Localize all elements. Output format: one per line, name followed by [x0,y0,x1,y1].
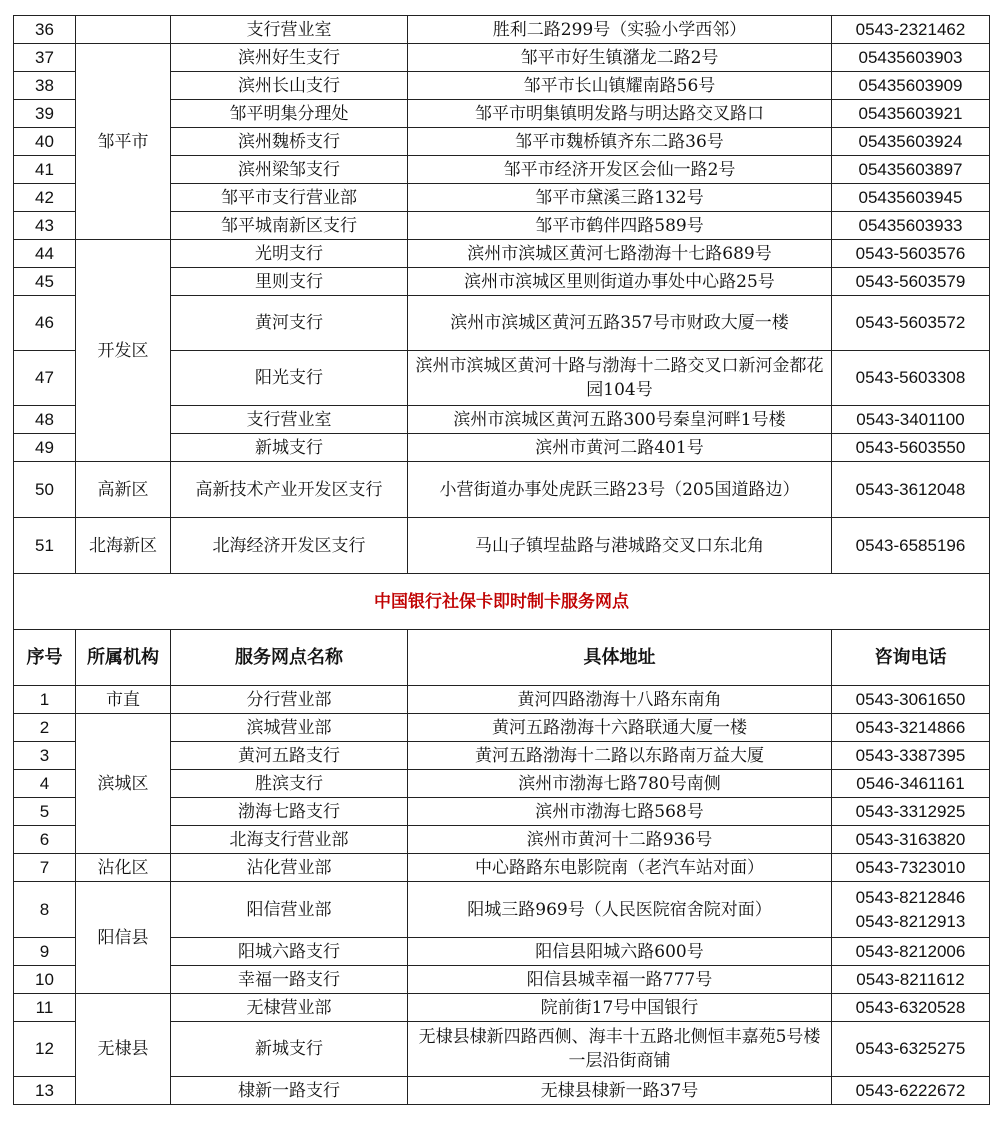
org-cell [76,16,171,44]
branch-address: 中心路路东电影院南（老汽车站对面） [408,854,832,882]
branch-name: 无棣营业部 [171,994,408,1022]
row-number: 8 [14,882,76,938]
branch-name: 支行营业室 [171,16,408,44]
org-cell: 北海新区 [76,518,171,574]
row-number: 6 [14,826,76,854]
table-row [14,16,990,44]
table-row [14,994,990,1022]
row-number: 43 [14,212,76,240]
branch-address: 阳信县阳城六路600号 [408,938,832,966]
branch-phone: 05435603921 [832,100,990,128]
branch-phone: 0543-6325275 [832,1022,990,1077]
row-number: 38 [14,72,76,100]
branch-address: 阳城三路969号（人民医院宿舍院对面） [408,882,832,938]
row-number: 10 [14,966,76,994]
branch-phone: 0543-8211612 [832,966,990,994]
row-number: 11 [14,994,76,1022]
org-cell: 高新区 [76,462,171,518]
branch-address: 滨州市黄河二路401号 [408,434,832,462]
branch-address: 邹平市魏桥镇齐东二路36号 [408,128,832,156]
branch-address: 院前街17号中国银行 [408,994,832,1022]
branch-address: 滨州市滨城区黄河十路与渤海十二路交叉口新河金都花园104号 [408,351,832,406]
org-cell: 邹平市 [76,44,171,240]
table-row [14,518,990,574]
branch-name: 新城支行 [171,434,408,462]
branch-address: 无棣县棣新一路37号 [408,1077,832,1105]
branch-address: 邹平市明集镇明发路与明达路交叉路口 [408,100,832,128]
branch-name: 北海支行营业部 [171,826,408,854]
row-number: 37 [14,44,76,72]
org-cell: 开发区 [76,240,171,462]
branch-address: 邹平市鹤伴四路589号 [408,212,832,240]
branch-phone-cell [832,882,990,938]
branch-phone: 0543-7323010 [832,854,990,882]
row-number: 5 [14,798,76,826]
row-number: 45 [14,268,76,296]
table-row [14,44,990,72]
row-number: 36 [14,16,76,44]
branch-phone: 05435603909 [832,72,990,100]
header-number: 序号 [14,630,76,686]
branch-name: 新城支行 [171,1022,408,1077]
section-title-row [14,574,990,630]
branch-address: 滨州市滨城区里则街道办事处中心路25号 [408,268,832,296]
table-row [14,462,990,518]
row-number: 12 [14,1022,76,1077]
table-row [14,240,990,268]
branch-name: 滨州梁邹支行 [171,156,408,184]
branch-phone: 0543-3214866 [832,714,990,742]
header-row [14,630,990,686]
branch-name: 黄河支行 [171,296,408,351]
branch-phone: 0543-5603550 [832,434,990,462]
row-number: 2 [14,714,76,742]
branch-name: 北海经济开发区支行 [171,518,408,574]
branch-phone: 0546-3461161 [832,770,990,798]
branch-phone: 0543-6320528 [832,994,990,1022]
branch-phone: 0543-5603576 [832,240,990,268]
branch-address: 无棣县棣新四路西侧、海丰十五路北侧恒丰嘉苑5号楼一层沿街商铺 [408,1022,832,1077]
branch-phone: 05435603903 [832,44,990,72]
branch-name: 邹平市支行营业部 [171,184,408,212]
row-number: 4 [14,770,76,798]
branch-phone: 0543-3163820 [832,826,990,854]
row-number: 41 [14,156,76,184]
branch-name: 里则支行 [171,268,408,296]
header-phone: 咨询电话 [832,630,990,686]
row-number: 50 [14,462,76,518]
org-cell: 沾化区 [76,854,171,882]
branch-address: 滨州市滨城区黄河五路357号市财政大厦一楼 [408,296,832,351]
branch-name: 阳城六路支行 [171,938,408,966]
org-cell: 滨城区 [76,714,171,854]
row-number: 44 [14,240,76,268]
header-address: 具体地址 [408,630,832,686]
row-number: 51 [14,518,76,574]
branch-name: 渤海七路支行 [171,798,408,826]
branch-name: 滨州魏桥支行 [171,128,408,156]
row-number: 40 [14,128,76,156]
row-number: 9 [14,938,76,966]
branch-address: 小营街道办事处虎跃三路23号（205国道路边） [408,462,832,518]
table-row [14,686,990,714]
branch-address: 滨州市黄河十二路936号 [408,826,832,854]
branch-address: 滨州市滨城区黄河七路渤海十七路689号 [408,240,832,268]
branch-address: 黄河五路渤海十二路以东路南万益大厦 [408,742,832,770]
branch-address: 阳信县城幸福一路777号 [408,966,832,994]
branch-name: 黄河五路支行 [171,742,408,770]
branch-phone: 0543-2321462 [832,16,990,44]
row-number: 1 [14,686,76,714]
branch-name: 滨城营业部 [171,714,408,742]
table-row [14,882,990,938]
branch-phone: 0543-5603579 [832,268,990,296]
header-name: 服务网点名称 [171,630,408,686]
row-number: 39 [14,100,76,128]
branch-address: 黄河五路渤海十六路联通大厦一楼 [408,714,832,742]
branch-address: 胜利二路299号（实验小学西邻） [408,16,832,44]
branch-phone: 05435603924 [832,128,990,156]
row-number: 48 [14,406,76,434]
header-org: 所属机构 [76,630,171,686]
branch-address: 马山子镇埕盐路与港城路交叉口东北角 [408,518,832,574]
branch-address: 黄河四路渤海十八路东南角 [408,686,832,714]
branch-name: 滨州好生支行 [171,44,408,72]
branch-name: 胜滨支行 [171,770,408,798]
branch-phone-2: 0543-8212913 [855,911,966,931]
branch-phone: 0543-3061650 [832,686,990,714]
branch-phone: 0543-3387395 [832,742,990,770]
org-cell: 阳信县 [76,882,171,994]
branch-phone: 0543-5603572 [832,296,990,351]
branch-name: 沾化营业部 [171,854,408,882]
section-title: 中国银行社保卡即时制卡服务网点 [14,574,990,630]
branch-phone: 0543-6585196 [832,518,990,574]
branch-address: 邹平市长山镇耀南路56号 [408,72,832,100]
branch-phone: 0543-3612048 [832,462,990,518]
branch-name: 光明支行 [171,240,408,268]
branch-phone: 0543-8212006 [832,938,990,966]
branch-phone: 05435603897 [832,156,990,184]
branch-address: 邹平市好生镇潴龙二路2号 [408,44,832,72]
branch-address: 邹平市经济开发区会仙一路2号 [408,156,832,184]
row-number: 47 [14,351,76,406]
branch-name: 分行营业部 [171,686,408,714]
branch-name: 棣新一路支行 [171,1077,408,1105]
branch-address: 邹平市黛溪三路132号 [408,184,832,212]
org-cell: 市直 [76,686,171,714]
branch-name: 高新技术产业开发区支行 [171,462,408,518]
branch-address: 滨州市渤海七路780号南侧 [408,770,832,798]
branch-phone: 0543-6222672 [832,1077,990,1105]
row-number: 13 [14,1077,76,1105]
branch-phone: 05435603945 [832,184,990,212]
branch-phone: 0543-8212846 [855,887,966,907]
branch-table [13,15,990,1105]
branch-address: 滨州市渤海七路568号 [408,798,832,826]
row-number: 49 [14,434,76,462]
branch-phone: 0543-3401100 [832,406,990,434]
branch-name: 滨州长山支行 [171,72,408,100]
branch-name: 支行营业室 [171,406,408,434]
table-row [14,714,990,742]
row-number: 46 [14,296,76,351]
row-number: 7 [14,854,76,882]
branch-phone: 0543-3312925 [832,798,990,826]
branch-phone: 05435603933 [832,212,990,240]
document-sheet [13,15,989,1105]
row-number: 42 [14,184,76,212]
branch-name: 邹平城南新区支行 [171,212,408,240]
branch-name: 阳信营业部 [171,882,408,938]
branch-name: 幸福一路支行 [171,966,408,994]
branch-name: 邹平明集分理处 [171,100,408,128]
branch-address: 滨州市滨城区黄河五路300号秦皇河畔1号楼 [408,406,832,434]
branch-phone: 0543-5603308 [832,351,990,406]
branch-name: 阳光支行 [171,351,408,406]
table-row [14,854,990,882]
org-cell: 无棣县 [76,994,171,1105]
row-number: 3 [14,742,76,770]
